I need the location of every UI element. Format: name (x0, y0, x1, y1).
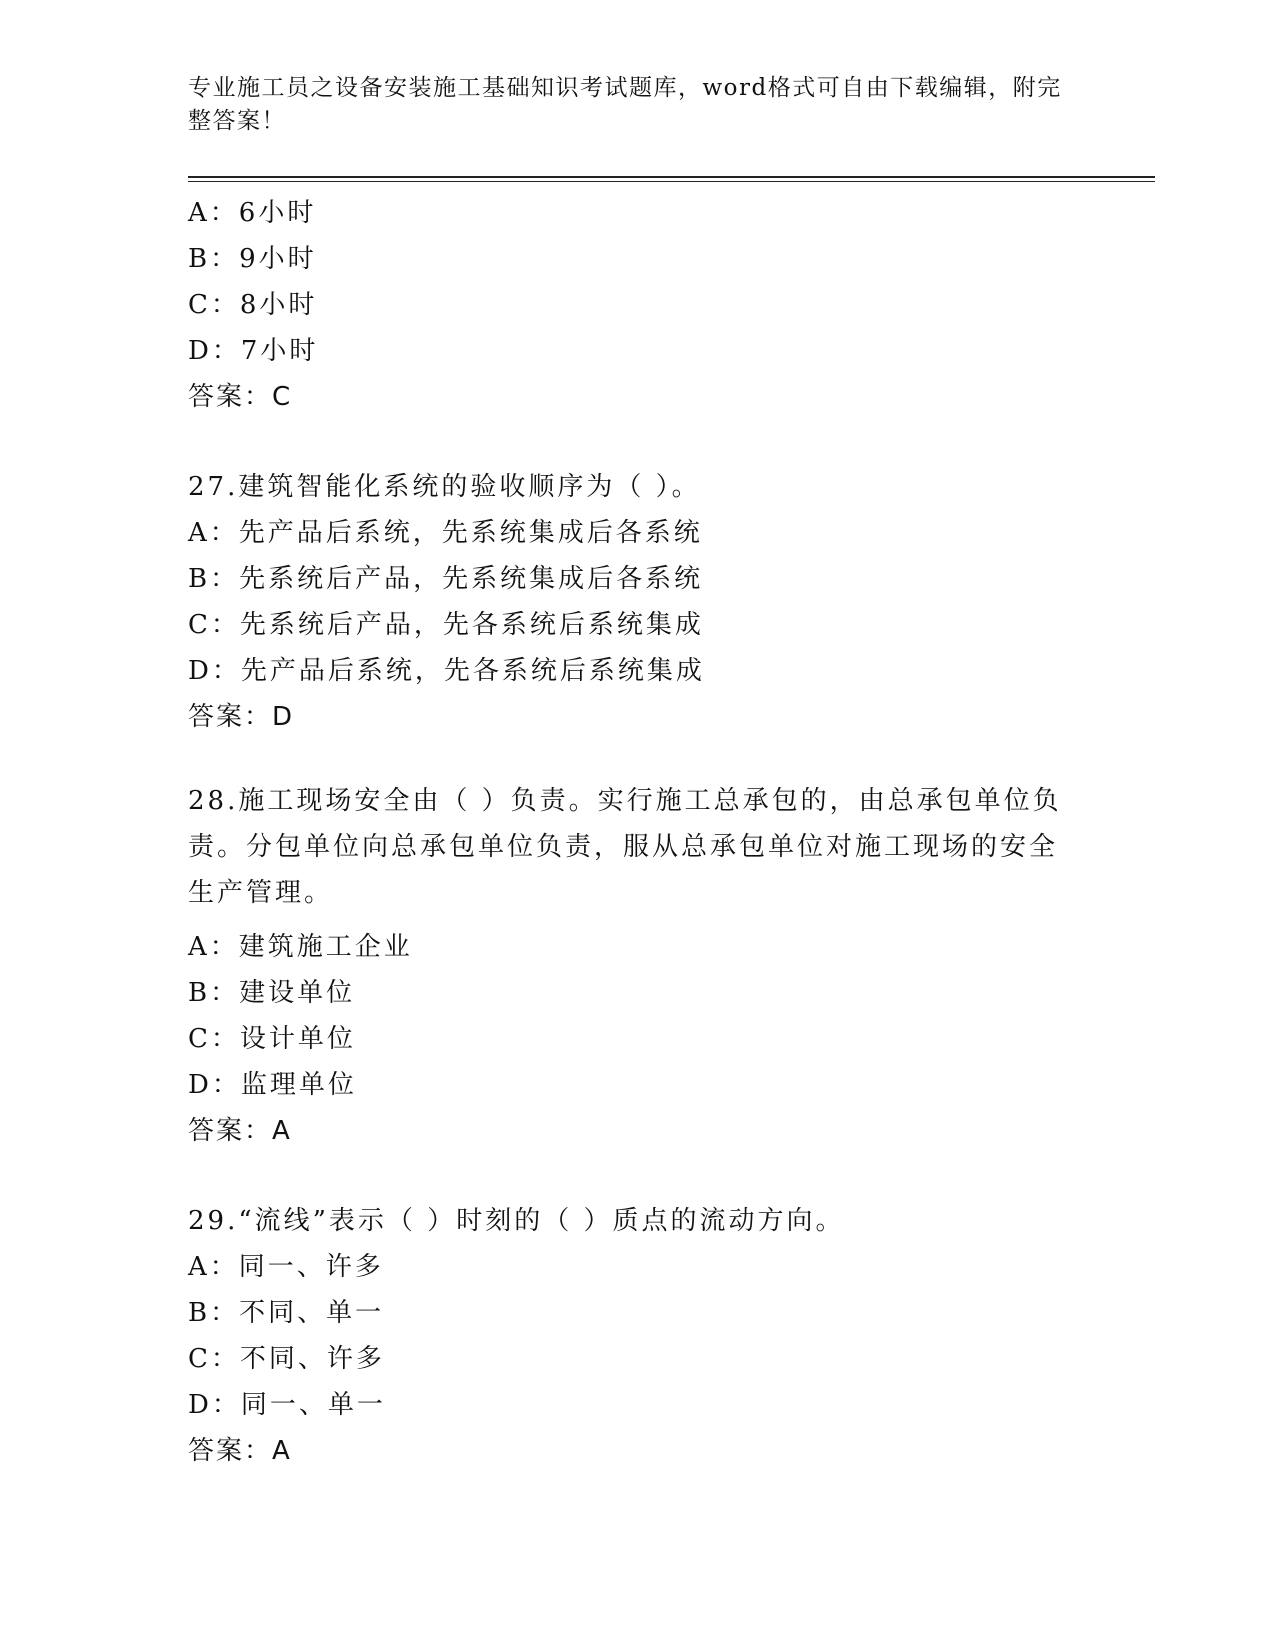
option-item: D：先产品后系统，先各系统后系统集成 (188, 656, 705, 686)
document-header: 专业施工员之设备安装施工基础知识考试题库，word格式可自由下载编辑，附完整答案！ (188, 75, 1062, 134)
answer-text: 答案：A (188, 1116, 292, 1146)
header-divider-thin (188, 181, 1155, 182)
option-item: C：8小时 (188, 290, 318, 320)
question-text: 29.“流线”表示（ ）时刻的（ ）质点的流动方向。 (188, 1206, 845, 1236)
question-text: 27.建筑智能化系统的验收顺序为（ ）。 (188, 472, 701, 502)
option-item: B：9小时 (188, 244, 317, 274)
option-item: C：先系统后产品，先各系统后系统集成 (188, 610, 704, 640)
option-item: D：7小时 (188, 336, 319, 366)
option-item: D：监理单位 (188, 1070, 357, 1100)
option-item: A：6小时 (188, 198, 317, 228)
answer-text: 答案：A (188, 1436, 292, 1466)
question-text: 28.施工现场安全由（ ）负责。实行施工总承包的，由总承包单位负责。分包单位向总承包单位负责，服从总承包单位对施工现场的安全生产管理。 (188, 786, 1062, 908)
option-item: A：同一、许多 (188, 1252, 384, 1282)
option-item: B：建设单位 (188, 978, 356, 1008)
option-item: A：建筑施工企业 (188, 932, 413, 962)
option-item: C：设计单位 (188, 1024, 356, 1054)
option-item: B：不同、单一 (188, 1298, 385, 1328)
header-divider (188, 176, 1155, 178)
option-item: C：不同、许多 (188, 1344, 385, 1374)
option-item: A：先产品后系统，先系统集成后各系统 (188, 518, 703, 548)
option-item: D：同一、单一 (188, 1390, 386, 1420)
answer-text: 答案：D (188, 702, 295, 732)
option-item: B：先系统后产品，先系统集成后各系统 (188, 564, 704, 594)
answer-text: 答案：C (188, 382, 293, 412)
